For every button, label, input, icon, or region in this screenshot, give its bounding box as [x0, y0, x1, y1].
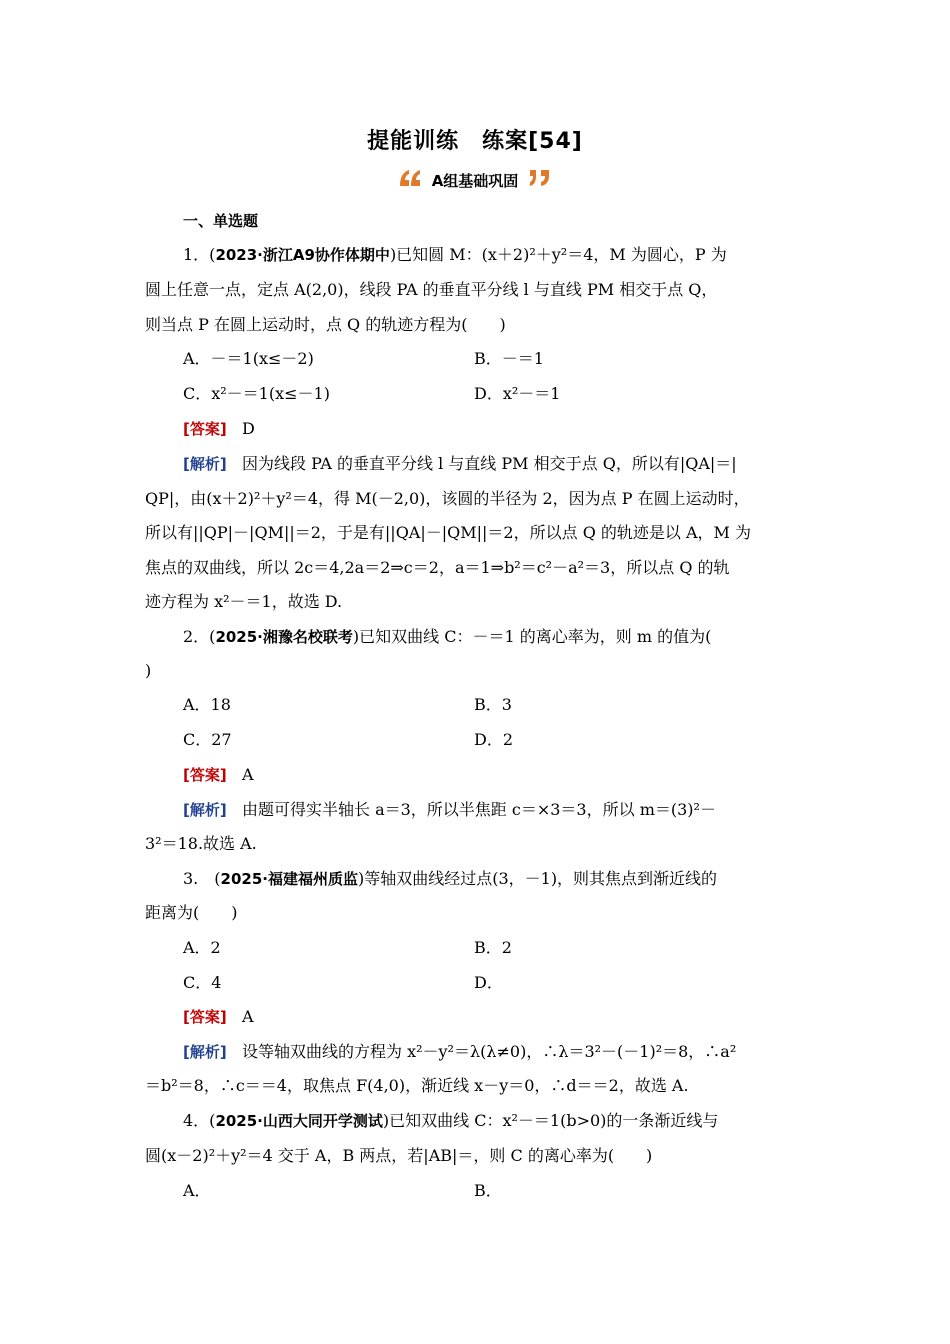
q1-line-2: 圆上任意一点，定点 A(2,0)，线段 PA 的垂直平分线 l 与直线 PM 相交于点 Q，: [145, 280, 718, 299]
q1-answer: [答案] D: [183, 419, 255, 438]
q1-line-1: 1．(2023·浙江A9协作体期中)已知圆 M：(x＋2)²＋y²＝4，M 为圆心，P 为: [183, 245, 727, 264]
q2-option-b: B．3: [474, 695, 512, 714]
q3-option-c: C．4: [183, 973, 222, 992]
q4-line-1: 4．(2025·山西大同开学测试)已知双曲线 C：x²－＝1(b>0)的一条渐近线与: [183, 1111, 719, 1130]
q3-line-1: 3. (2025·福建福州质监)等轴双曲线经过点(3，－1)，则其焦点到渐近线的: [183, 869, 718, 888]
q2-line-1: 2．(2025·湘豫名校联考)已知双曲线 C：－＝1 的离心率为，则 m 的值为(: [183, 627, 712, 646]
q3-analysis-1: [解析] 设等轴双曲线的方程为 x²－y²＝λ(λ≠0)，∴λ＝3²－(－1)²＝8，∴a²: [183, 1042, 737, 1061]
q1-analysis-2: QP|，由(x＋2)²＋y²＝4，得 M(－2,0)，该圆的半径为 2，因为点 P 在圆上运动时，: [145, 489, 750, 508]
q1-option-b: B．－＝1: [474, 349, 544, 368]
q1-analysis-3: 所以有||QP|－|QM||＝2，于是有||QA|－|QM||＝2，所以点 Q 的轨迹是以 A，M 为: [145, 523, 752, 542]
q1-analysis-4: 焦点的双曲线，所以 2c＝4,2a＝2⇒c＝2，a＝1⇒b²＝c²－a²＝3，所以点 Q 的轨: [145, 558, 730, 577]
q3-answer: [答案] A: [183, 1007, 254, 1026]
q1-option-c: C．x²－＝1(x≤－1): [183, 384, 330, 403]
q1-source: 2023·浙江A9协作体期中: [215, 246, 390, 264]
q1-option-a: A．－＝1(x≤－2): [183, 349, 314, 368]
answer-label: [答案]: [183, 420, 227, 438]
q4-source: 2025·山西大同开学测试: [215, 1112, 383, 1130]
analysis-label: [解析]: [183, 1043, 227, 1061]
q3-analysis-2: ＝b²＝8，∴c＝＝4，取焦点 F(4,0)，渐近线 x－y＝0，∴d＝＝2，故选 A.: [145, 1076, 689, 1095]
q2-line-2: ): [145, 661, 152, 680]
q2-option-a: A．18: [183, 695, 231, 714]
open-quote-icon: [398, 168, 422, 192]
page-title: 提能训练 练案[54]: [367, 129, 583, 154]
answer-label: [答案]: [183, 1008, 227, 1026]
q1-line-3: 则当点 P 在圆上运动时，点 Q 的轨迹方程为( ): [145, 315, 506, 334]
q2-analysis-1: [解析] 由题可得实半轴长 a＝3，所以半焦距 c＝×3＝3，所以 m＝(3)²－: [183, 800, 716, 819]
group-label: A组基础巩固: [431, 171, 519, 190]
section-heading: 一、单选题: [183, 212, 259, 230]
analysis-label: [解析]: [183, 801, 227, 819]
q4-line-2: 圆(x－2)²＋y²＝4 交于 A，B 两点，若|AB|＝，则 C 的离心率为( ): [145, 1146, 653, 1165]
q4-option-a: A．: [183, 1181, 211, 1200]
q3-source: 2025·福建福州质监: [220, 870, 358, 888]
q2-answer: [答案] A: [183, 765, 254, 784]
q3-option-b: B．2: [474, 938, 512, 957]
q3-line-2: 距离为( ): [145, 903, 238, 922]
answer-label: [答案]: [183, 766, 227, 784]
analysis-label: [解析]: [183, 455, 227, 473]
close-quote-icon: [528, 168, 552, 192]
q2-option-c: C．27: [183, 730, 232, 749]
q3-option-a: A．2: [183, 938, 221, 957]
q1-analysis-5: 迹方程为 x²－＝1，故选 D.: [145, 592, 343, 611]
group-heading: [0, 168, 950, 192]
q3-option-d: D．: [474, 973, 503, 992]
q1-analysis-1: [解析] 因为线段 PA 的垂直平分线 l 与直线 PM 相交于点 Q，所以有|QA|＝|: [183, 454, 737, 473]
q2-analysis-2: 3²＝18.故选 A.: [145, 834, 257, 853]
q2-source: 2025·湘豫名校联考: [215, 628, 353, 646]
q2-option-d: D．2: [474, 730, 514, 749]
q4-option-b: B．: [474, 1181, 502, 1200]
q1-option-d: D．x²－＝1: [474, 384, 561, 403]
